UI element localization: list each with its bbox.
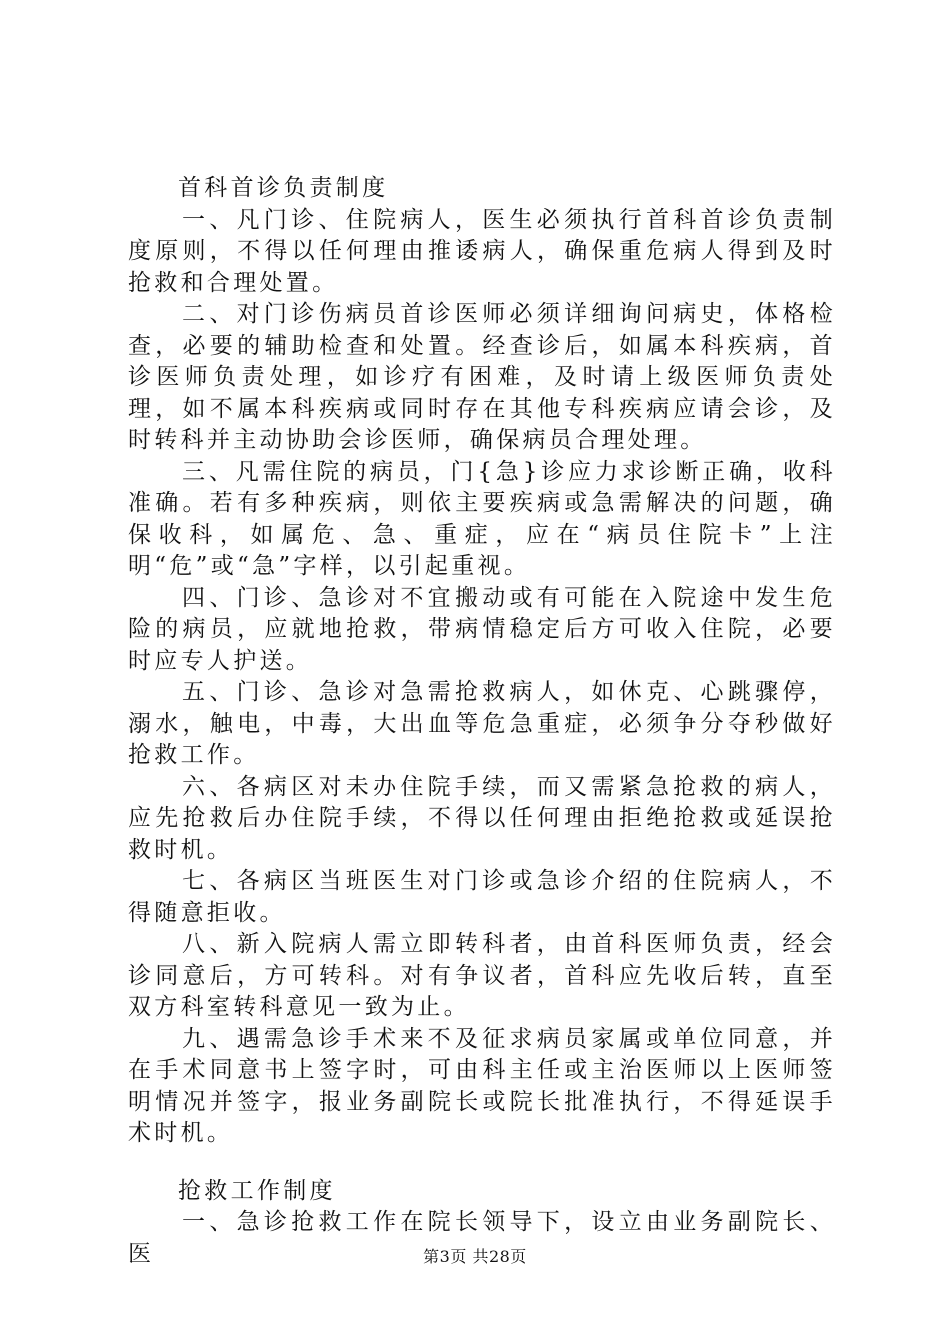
paragraph-4: 四、门诊、急诊对不宜搬动或有可能在入院途中发生危险的病员，应就地抢救，带病情稳定后方可收入住院，必要时应专人护送。 — [128, 584, 836, 674]
page-footer: 第3页 共28页 — [423, 1247, 527, 1266]
paragraph-1: 一、凡门诊、住院病人，医生必须执行首科首诊负责制度原则，不得以任何理由推诿病人，确保重危病人得到及时抢救和合理处置。 — [128, 206, 836, 296]
paragraph-rescue-1: 一、急诊抢救工作在院长领导下，设立由业务副院长、医 — [128, 1209, 836, 1267]
paragraph-3: 三、凡需住院的病员，门{急}诊应力求诊断正确，收科准确。若有多种疾病，则依主要疾病或急需解决的问题，确保收科，如属危、急、重症，应在“病员住院卡”上注明“危”或“急”字样，以引起重视。 — [128, 458, 836, 579]
paragraph-8: 八、新入院病人需立即转科者，由首科医师负责，经会诊同意后，方可转科。对有争议者，首科应先收后转，直至双方科室转科意见一致为止。 — [128, 931, 836, 1020]
section-title-rescue: 抢救工作制度 — [178, 1177, 336, 1204]
section-title-first-visit: 首科首诊负责制度 — [178, 175, 389, 201]
paragraph-7: 七、各病区当班医生对门诊或急诊介绍的住院病人，不得随意拒收。 — [128, 868, 836, 926]
section-divider-space — [128, 1150, 836, 1176]
document-body — [128, 173, 836, 1270]
paragraph-2: 二、对门诊伤病员首诊医师必须详细询问病史，体格检查，必要的辅助检查和处置。经查诊后，如属本科疾病，首诊医师负责处理，如诊疗有困难，及时请上级医师负责处理，如不属本科疾病或同时存在其他专科疾病应请会诊，及时转科并主动协助会诊医师，确保病员合理处理。 — [128, 301, 836, 453]
paragraph-6: 六、各病区对未办住院手续，而又需紧急抢救的病人，应先抢救后办住院手续，不得以任何理由拒绝抢救或延误抢救时机。 — [128, 773, 836, 863]
paragraph-9: 九、遇需急诊手术来不及征求病员家属或单位同意，并在手术同意书上签字时，可由科主任或主治医师以上医师签明情况并签字，报业务副院长或院长批准执行，不得延误手术时机。 — [128, 1025, 836, 1146]
paragraph-5: 五、门诊、急诊对急需抢救病人，如休克、心跳骤停，溺水，触电，中毒，大出血等危急重症，必须争分夺秒做好抢救工作。 — [128, 679, 836, 768]
